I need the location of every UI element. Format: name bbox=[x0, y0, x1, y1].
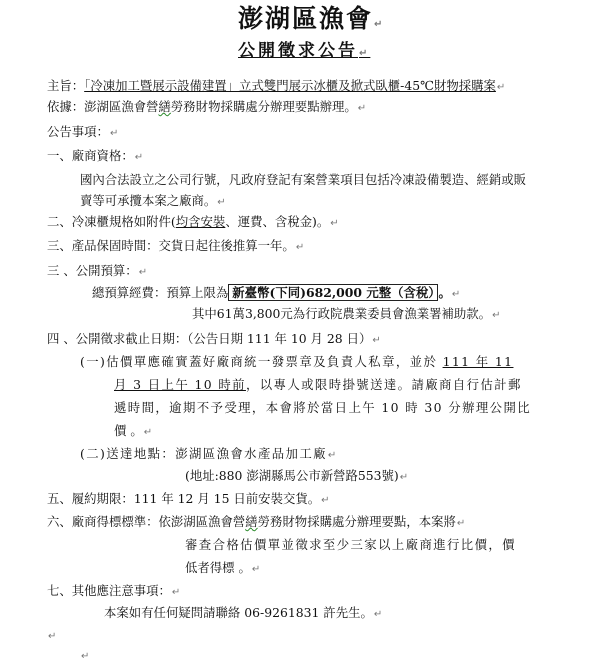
section-4-item-1-end: 價 。↵ bbox=[114, 423, 153, 438]
section-1-heading: 一、廠商資格：↵ bbox=[47, 148, 144, 163]
delivery-address: (地址:880 澎湖縣馬公市新營路553號)↵ bbox=[185, 468, 409, 483]
section-1-text: 國內合法設立之公司行號，凡政府登記有案營業項目包括冷凍設備製造、經銷或販 bbox=[80, 172, 527, 187]
section-7-heading: 七、其他應注意事項：↵ bbox=[47, 583, 181, 598]
empty-paragraph-mark-2: ↵ bbox=[81, 651, 90, 662]
section-6-text-end: 低者得標 。↵ bbox=[185, 560, 261, 575]
subsidy-line: 其中61萬3,800元為行政院農業委員會漁業署補助款。↵ bbox=[192, 306, 501, 321]
section-6-heading: 六、廠商得標標準：依澎湖區漁會營繕勞務財物採購處分辦理要點，本案將↵ bbox=[47, 514, 466, 529]
notice-title: 澎湖區漁會↵ bbox=[238, 4, 385, 33]
empty-paragraph-mark: ↵ bbox=[48, 631, 57, 642]
section-4-item-1-cont: 月 3 日上午 10 時前，以專人或限時掛號送達。請廠商自行估計郵 bbox=[114, 377, 522, 392]
section-4-item-1-cont-2: 遞時間，逾期不予受理，本會將於當日上午 10 時 30 分辦理公開比 bbox=[114, 400, 532, 415]
section-4-item-1: (一)估價單應確實蓋好廠商統一發票章及負責人私章，並於 111 年 11 bbox=[80, 354, 514, 369]
section-3-line: 三、產品保固時間：交貨日起往後推算一年。↵ bbox=[47, 238, 305, 253]
section-1-text-cont: 賣等可承攬本案之廠商。↵ bbox=[80, 193, 226, 208]
section-budget-heading: 三 、公開預算：↵ bbox=[47, 263, 148, 278]
notice-subtitle: 公開徵求公告↵ bbox=[238, 41, 371, 61]
budget-line: 總預算經費：預算上限為 新臺幣(下同)682,000 元整（含稅） 。↵ bbox=[92, 285, 461, 300]
budget-amount: 新臺幣(下同)682,000 元整（含稅） bbox=[228, 284, 438, 301]
section-2-line: 二、冷凍櫃規格如附件(均含安裝、運費、含稅金)。↵ bbox=[47, 214, 339, 229]
subject-line: 主旨：「冷凍加工暨展示設備建置」立式雙門展示冰櫃及掀式臥櫃-45℃財物採購案↵ bbox=[47, 78, 506, 93]
section-6-text: 審查合格估價單並徵求至少三家以上廠商進行比價，價 bbox=[185, 537, 516, 552]
section-5-line: 五、履約期限：111 年 12 月 15 日前安裝交貨。↵ bbox=[47, 491, 330, 506]
section-4-heading: 四 、公開徵求截止日期：（公告日期 111 年 10 月 28 日）↵ bbox=[47, 331, 381, 346]
section-4-item-2: (二)送達地點：澎湖區漁會水產品加工廠↵ bbox=[80, 446, 338, 461]
basis-line: 依據：澎湖區漁會營繕勞務財物採購處分辦理要點辦理。↵ bbox=[47, 99, 367, 114]
notice-items-label: 公告事項：↵ bbox=[47, 124, 119, 139]
contact-line: 本案如有任何疑問請聯絡 06-9261831 許先生。↵ bbox=[104, 605, 383, 620]
